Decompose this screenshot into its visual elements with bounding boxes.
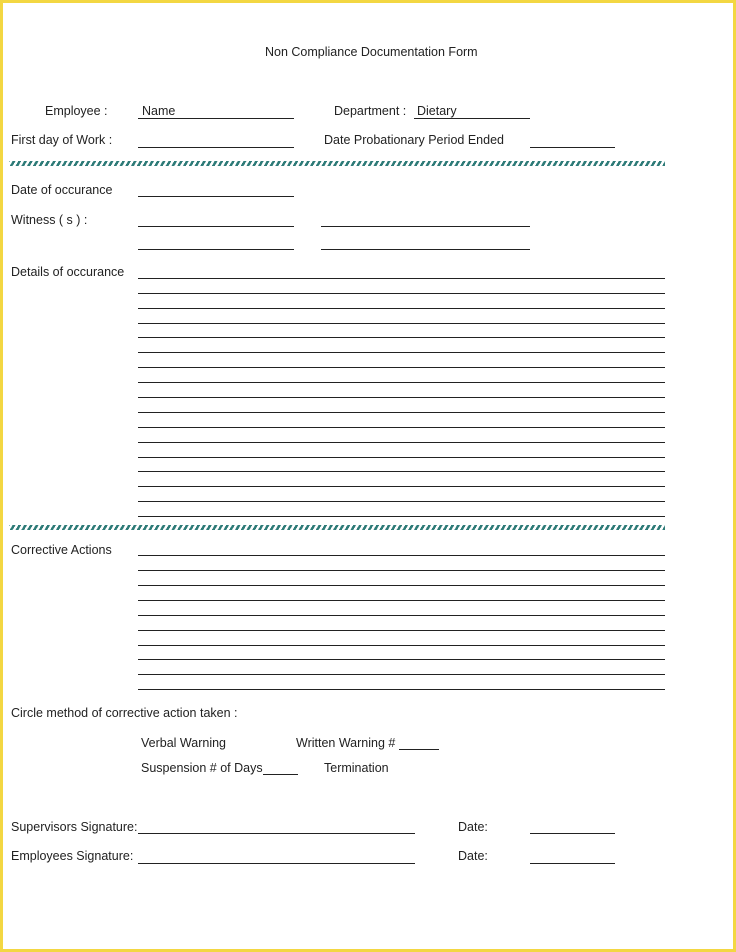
corrective-line[interactable]	[138, 615, 665, 616]
date-label-employee: Date:	[458, 849, 488, 863]
option-written-warning[interactable]: Written Warning #	[296, 736, 396, 750]
details-line[interactable]	[138, 337, 665, 338]
details-line[interactable]	[138, 352, 665, 353]
details-line[interactable]	[138, 278, 665, 279]
employee-label: Employee :	[45, 104, 108, 118]
option-verbal-warning[interactable]: Verbal Warning	[141, 736, 226, 750]
employee-date-line[interactable]	[530, 863, 615, 864]
first-day-line[interactable]	[138, 147, 294, 148]
form-title: Non Compliance Documentation Form	[265, 45, 478, 59]
department-label: Department :	[334, 104, 407, 118]
employee-name-value[interactable]: Name	[142, 104, 176, 118]
witness-line-2a[interactable]	[138, 249, 294, 250]
details-line[interactable]	[138, 412, 665, 413]
witness-line-2b[interactable]	[321, 249, 530, 250]
form-page	[3, 3, 733, 949]
corrective-label: Corrective Actions	[11, 543, 112, 557]
circle-method-label: Circle method of corrective action taken :	[11, 706, 238, 720]
date-occurrence-line[interactable]	[138, 196, 294, 197]
employee-line[interactable]	[138, 118, 294, 119]
corrective-line[interactable]	[138, 630, 665, 631]
probation-label: Date Probationary Period Ended	[324, 133, 504, 147]
corrective-line[interactable]	[138, 555, 665, 556]
supervisor-signature-line[interactable]	[138, 833, 415, 834]
details-line[interactable]	[138, 427, 665, 428]
details-line[interactable]	[138, 308, 665, 309]
corrective-line[interactable]	[138, 674, 665, 675]
details-line[interactable]	[138, 501, 665, 502]
corrective-line[interactable]	[138, 570, 665, 571]
details-line[interactable]	[138, 471, 665, 472]
option-suspension[interactable]: Suspension # of Days	[141, 761, 263, 775]
witness-label: Witness ( s ) :	[11, 213, 88, 227]
probation-line[interactable]	[530, 147, 615, 148]
details-line[interactable]	[138, 486, 665, 487]
supervisor-date-line[interactable]	[530, 833, 615, 834]
department-value[interactable]: Dietary	[417, 104, 457, 118]
details-line[interactable]	[138, 293, 665, 294]
section-divider-top	[9, 161, 665, 166]
details-line[interactable]	[138, 397, 665, 398]
employee-signature-line[interactable]	[138, 863, 415, 864]
corrective-line[interactable]	[138, 645, 665, 646]
details-line[interactable]	[138, 516, 665, 517]
details-line[interactable]	[138, 442, 665, 443]
first-day-label: First day of Work :	[11, 133, 113, 147]
witness-line-1b[interactable]	[321, 226, 530, 227]
suspension-days-line[interactable]	[263, 774, 298, 775]
date-label-supervisor: Date:	[458, 820, 488, 834]
written-warning-number-line[interactable]	[399, 749, 439, 750]
employee-signature-label: Employees Signature:	[11, 849, 134, 863]
corrective-line[interactable]	[138, 689, 665, 690]
details-line[interactable]	[138, 457, 665, 458]
details-line[interactable]	[138, 367, 665, 368]
details-line[interactable]	[138, 382, 665, 383]
option-termination[interactable]: Termination	[324, 761, 389, 775]
corrective-line[interactable]	[138, 585, 665, 586]
corrective-line[interactable]	[138, 659, 665, 660]
section-divider-middle	[9, 525, 665, 530]
supervisor-signature-label: Supervisors Signature:	[11, 820, 138, 834]
details-label: Details of occurance	[11, 265, 125, 279]
details-line[interactable]	[138, 323, 665, 324]
corrective-line[interactable]	[138, 600, 665, 601]
department-line[interactable]	[414, 118, 530, 119]
date-occurrence-label: Date of occurance	[11, 183, 113, 197]
witness-line-1a[interactable]	[138, 226, 294, 227]
